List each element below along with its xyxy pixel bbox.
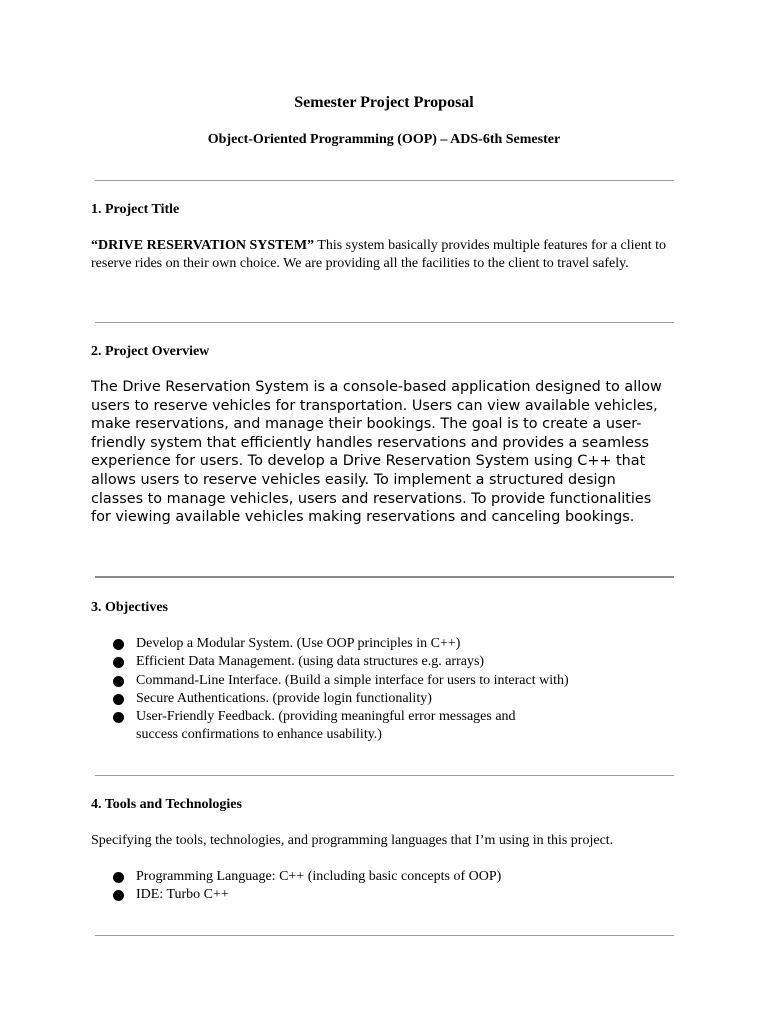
overview-paragraph: The Drive Reservation System is a console-based application designed to allow users to reserve vehicles for transportation. Users can view available vehicles, make reservations, and manage their bookings. The goal is to create a user-friendly system that efficiently handles reservations and provides a seamless experience for users. To develop a Drive Reservation System using C++ that allows users to reserve vehicles easily. To implement a structured design classes to manage vehicles, users and reservations. To provide functionalities for viewing available vehicles making reservations and canceling bookings. [91, 379, 662, 526]
objective-item [112, 690, 672, 708]
project-title-description: This system basically provides multiple features for a client to reserve rides on their own choice. We are providing all the facilities to the client to travel safely. [91, 238, 667, 271]
bullet-icon [113, 890, 124, 901]
tools-intro: Specifying the tools, technologies, and programming languages that I’m using in this project. [91, 833, 614, 848]
objective-text: Develop a Modular System. (Use OOP principles in C++) [136, 636, 461, 651]
bullet-icon [113, 657, 124, 668]
objective-item [112, 708, 551, 745]
overview-heading: 2. Project Overview [91, 344, 210, 359]
objective-item [112, 672, 672, 690]
section-divider [95, 180, 674, 181]
bullet-icon [113, 639, 124, 650]
objective-text: Efficient Data Management. (using data structures e.g. arrays) [136, 654, 485, 670]
section-divider [95, 775, 674, 776]
tools-list [112, 868, 672, 905]
bullet-icon [113, 676, 124, 687]
bullet-icon [113, 694, 124, 705]
section-divider [95, 935, 674, 936]
section-divider [95, 322, 674, 323]
tool-text: Programming Language: C++ (including basic concepts of OOP) [136, 869, 502, 884]
project-name: “DRIVE RESERVATION SYSTEM” [91, 238, 315, 253]
tool-text: IDE: Turbo C++ [136, 887, 229, 903]
objectives-list [112, 635, 672, 745]
document-subtitle: Object-Oriented Programming (OOP) – ADS-6th Semester [207, 132, 561, 147]
section-divider [95, 576, 674, 578]
project-title-heading: 1. Project Title [91, 202, 180, 217]
objective-item [112, 635, 672, 653]
tools-heading: 4. Tools and Technologies [91, 797, 242, 812]
bullet-icon [113, 872, 124, 883]
objective-text: User-Friendly Feedback. (providing meaningful error messages and success confirmations to enhance usability.) [136, 709, 516, 743]
objective-text: Command-Line Interface. (Build a simple interface for users to interact with) [136, 672, 569, 688]
project-title-paragraph [91, 237, 676, 273]
document-title: Semester Project Proposal [294, 94, 474, 111]
objective-item [112, 653, 672, 671]
tool-item [112, 886, 672, 904]
bullet-icon [113, 712, 124, 723]
objective-text: Secure Authentications. (provide login functionality) [136, 690, 432, 706]
tool-item [112, 868, 672, 886]
objectives-heading: 3. Objectives [91, 600, 168, 615]
